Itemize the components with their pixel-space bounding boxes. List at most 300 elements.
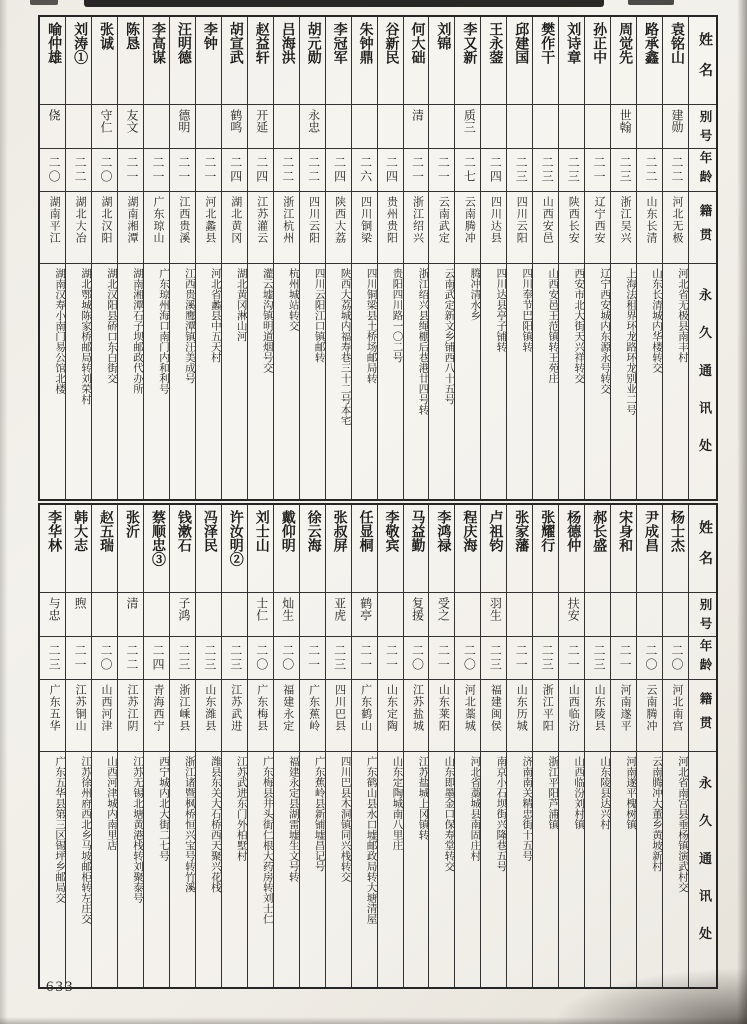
directory-entry-column: [91, 17, 117, 499]
person-address: 山东长清城内华楼转交: [651, 268, 663, 373]
person-native-place: 江苏铜山: [66, 680, 91, 752]
directory-entry-column: [195, 17, 221, 499]
person-age: 二一: [585, 149, 610, 192]
person-age: 二四: [378, 149, 403, 192]
directory-entry-column: [117, 17, 143, 499]
person-name: 张诚: [92, 17, 117, 105]
person-native-place: 浙江嵊县: [170, 680, 195, 752]
person-age: 二〇: [92, 637, 117, 680]
person-age: 二三: [222, 637, 247, 680]
person-age: 二一: [66, 637, 91, 680]
person-age: 二一: [118, 149, 143, 192]
person-alias: 羽生: [481, 593, 506, 637]
person-native-place: 河北南宫: [663, 680, 688, 752]
directory-entry-column: [454, 17, 480, 499]
directory-table-top: [38, 15, 718, 501]
person-address: 浙江平阳芦浦镇: [547, 756, 559, 830]
person-native-place: 山西安邑: [533, 192, 558, 264]
person-age: 二三: [585, 637, 610, 680]
person-alias: 灿生: [274, 593, 299, 637]
scan-shade-right-edge: [737, 0, 747, 1024]
person-native-place: 浙江平阳: [533, 680, 558, 752]
person-address: 江苏武进东门外柏墅村: [235, 756, 247, 861]
person-address: 四川巴县木洞镇同兴栈转交: [339, 756, 351, 882]
person-alias: 德明: [170, 105, 195, 149]
person-age: 二三: [196, 637, 221, 680]
person-name: 李鸿禄: [429, 505, 454, 593]
person-native-place: 浙江绍兴: [404, 192, 429, 264]
person-name: 尹成昌: [637, 505, 662, 593]
person-age: 二四: [326, 149, 351, 192]
person-name: 袁铭山: [663, 17, 688, 105]
person-native-place: 山东陵县: [585, 680, 610, 752]
person-native-place: 湖北汉阳: [92, 192, 117, 264]
entries-bottom: [40, 505, 688, 987]
person-age: 二〇: [637, 637, 662, 680]
person-age: 二〇: [248, 637, 273, 680]
person-name: 周觉先: [611, 17, 636, 105]
directory-table-bottom: [38, 503, 718, 989]
person-alias: 子鸿: [170, 593, 195, 637]
person-address: 河北省南宫县垂杨镇演武村交: [677, 756, 688, 893]
scan-smudge-top-right: [628, 0, 674, 5]
directory-entry-column: [247, 17, 273, 499]
person-address: 西安市北大街天兴祥转交: [573, 268, 585, 384]
person-alias: [585, 593, 610, 637]
person-age: 二一: [352, 637, 377, 680]
person-alias: 建勋: [663, 105, 688, 149]
person-native-place: 陕西长安: [559, 192, 584, 264]
header-alias: 别号: [689, 105, 716, 149]
person-address: 浙江诸暨枫桥恒兴宝号转竹溪: [183, 756, 195, 893]
person-address: 腾冲清水乡: [469, 268, 481, 321]
directory-entry-column: [506, 505, 532, 987]
directory-entry-column: [299, 17, 325, 499]
person-name: 宋身和: [611, 505, 636, 593]
person-alias: 士仁: [248, 593, 273, 637]
person-name: 李敬宾: [378, 505, 403, 593]
person-address: 广东梅县井头街仁根大药房转刘士仁: [261, 756, 273, 924]
directory-entry-column: [662, 505, 688, 987]
header-native: 籍贯: [689, 192, 716, 264]
person-name: 卢祖钧: [481, 505, 506, 593]
directory-entry-column: [247, 505, 273, 987]
person-name: 刘士山: [248, 505, 273, 593]
person-age: 二四: [144, 637, 169, 680]
person-age: 二六: [352, 149, 377, 192]
person-address: 湖北汉阳县硚口东白街交: [106, 268, 118, 384]
person-alias: [144, 105, 169, 149]
person-name: 喻仲雄: [40, 17, 65, 105]
person-address: 福建永定县湖雷墟生文号转: [287, 756, 299, 882]
person-native-place: 湖南平江: [40, 192, 65, 264]
directory-entry-column: [221, 17, 247, 499]
person-native-place: 青海西宁: [144, 680, 169, 752]
person-native-place: 河南遂平: [611, 680, 636, 752]
person-address: 广东蕉岭县新铺墟昌记号: [313, 756, 325, 872]
person-native-place: 山西临汾: [559, 680, 584, 752]
person-address: 江西贵溪鹰潭镇汪美成号: [183, 268, 195, 384]
person-address: 灌云墟沟镇明道烟号交: [261, 268, 273, 373]
person-alias: 煦: [66, 593, 91, 637]
person-native-place: 江苏盐城: [404, 680, 429, 752]
directory-entry-column: [558, 505, 584, 987]
person-name: 马益勤: [404, 505, 429, 593]
person-native-place: 四川达县: [481, 192, 506, 264]
person-age: 二〇: [663, 637, 688, 680]
person-alias: [196, 593, 221, 637]
person-native-place: 山西河津: [92, 680, 117, 752]
person-address: 济南南关精忠街十五号: [521, 756, 533, 861]
person-native-place: 河北蠡县: [196, 192, 221, 264]
directory-entry-column: [351, 505, 377, 987]
person-name: 樊作干: [533, 17, 558, 105]
person-address: 潍县东关大石桥西天聚兴花栈: [209, 756, 221, 893]
person-address: 湖南湘潭石子坝邮政代办所: [131, 268, 143, 394]
person-address: 四川达县亭子铺转: [495, 268, 507, 352]
person-age: 二〇: [404, 637, 429, 680]
directory-entry-column: [351, 17, 377, 499]
person-age: 二三: [611, 149, 636, 192]
person-alias: [66, 105, 91, 149]
person-native-place: 广东梅县: [248, 680, 273, 752]
person-age: 二一: [196, 149, 221, 192]
person-name: 张耀行: [533, 505, 558, 593]
person-alias: [507, 593, 532, 637]
scan-smudge-top: [84, 0, 604, 7]
person-name: 胡元勋: [300, 17, 325, 105]
person-name: 汪明德: [170, 17, 195, 105]
person-address: 山西河津城内南里店: [106, 756, 118, 851]
person-name: 孙正中: [585, 17, 610, 105]
person-address: 南京小石坝街兴隆巷五号: [495, 756, 507, 872]
person-alias: 守仁: [92, 105, 117, 149]
person-name: 张叔屏: [326, 505, 351, 593]
person-address: 广东琼州海口南门内和利号: [157, 268, 169, 394]
person-age: 二四: [481, 149, 506, 192]
person-age: 二七: [455, 149, 480, 192]
directory-entry-column: [65, 17, 91, 499]
person-address: 四川奉节巴阳镇转: [521, 268, 533, 352]
person-age: 二一: [378, 637, 403, 680]
scan-smudge-top-left: [30, 0, 58, 5]
person-alias: [637, 593, 662, 637]
directory-entry-column: [428, 505, 454, 987]
person-native-place: 四川巴县: [326, 680, 351, 752]
person-name: 王永蓥: [481, 17, 506, 105]
person-alias: 亚虎: [326, 593, 351, 637]
person-alias: 鹤亭: [352, 593, 377, 637]
directory-entry-column: [377, 505, 403, 987]
directory-entry-column: [273, 505, 299, 987]
person-address: 湖北黄冈淋山河: [235, 268, 247, 342]
person-address: 山东定陶城南八里庄: [391, 756, 403, 851]
person-name: 张家藩: [507, 505, 532, 593]
person-name: 陈恳: [118, 17, 143, 105]
person-alias: 复援: [404, 593, 429, 637]
person-name: 刘诗章: [559, 17, 584, 105]
person-age: 二一: [611, 637, 636, 680]
person-name: 赵益轩: [248, 17, 273, 105]
directory-entry-column: [610, 505, 636, 987]
person-address: 陕西大荔城内福寿巷三十二号本宅: [339, 268, 351, 426]
directory-entry-column: [584, 17, 610, 499]
person-native-place: 福建闽侯: [481, 680, 506, 752]
person-age: 二一: [559, 637, 584, 680]
directory-entry-column: [325, 17, 351, 499]
person-native-place: 云南武定: [429, 192, 454, 264]
person-name: 张沂: [118, 505, 143, 593]
person-age: 二一: [429, 637, 454, 680]
person-age: 二三: [533, 149, 558, 192]
person-native-place: 山东潍县: [196, 680, 221, 752]
person-age: 二〇: [40, 149, 65, 192]
person-alias: [326, 105, 351, 149]
directory-entry-column: [610, 17, 636, 499]
person-alias: 与忠: [40, 593, 65, 637]
person-native-place: 江苏武进: [222, 680, 247, 752]
person-age: 二一: [300, 637, 325, 680]
person-native-place: 山东定陶: [378, 680, 403, 752]
person-name: 朱钟鼎: [352, 17, 377, 105]
person-name: 李又新: [455, 17, 480, 105]
person-name: 杨德仲: [559, 505, 584, 593]
person-native-place: 河北无极: [663, 192, 688, 264]
person-age: 二一: [170, 149, 195, 192]
person-age: 二三: [533, 637, 558, 680]
directory-entry-column: [143, 505, 169, 987]
directory-entry-column: [65, 505, 91, 987]
person-name: 冯泽民: [196, 505, 221, 593]
person-name: 邱建国: [507, 17, 532, 105]
person-native-place: 云南腾冲: [637, 680, 662, 752]
directory-entry-column: [558, 17, 584, 499]
person-alias: [196, 105, 221, 149]
directory-entry-column: [273, 17, 299, 499]
directory-entry-column: [325, 505, 351, 987]
person-native-place: 陕西大荔: [326, 192, 351, 264]
person-alias: [274, 105, 299, 149]
person-name: 何大础: [404, 17, 429, 105]
scan-shade-left-edge: [0, 0, 8, 1024]
person-age: 二三: [170, 637, 195, 680]
person-native-place: 浙江杭州: [274, 192, 299, 264]
person-alias: [378, 105, 403, 149]
person-alias: 扶安: [559, 593, 584, 637]
person-native-place: 江西贵溪: [170, 192, 195, 264]
person-alias: 清: [404, 105, 429, 149]
person-address: 广东五华县第三区锡坪乡邮局交: [54, 756, 66, 903]
directory-entry-column: [403, 17, 429, 499]
person-alias: [533, 105, 558, 149]
directory-entry-column: [532, 17, 558, 499]
directory-entry-column: [143, 17, 169, 499]
person-address: 贵阳四川路一〇二号: [391, 268, 403, 363]
directory-entry-column: [40, 505, 65, 987]
person-alias: 友文: [118, 105, 143, 149]
directory-entry-column: [40, 17, 65, 499]
person-address: 云南武定新文乡铺西八十五号: [443, 268, 455, 405]
directory-entry-column: [636, 17, 662, 499]
person-alias: 鹤鸣: [222, 105, 247, 149]
person-age: 二二: [300, 149, 325, 192]
person-age: 二三: [40, 637, 65, 680]
directory-entry-column: [428, 17, 454, 499]
person-age: 二四: [248, 149, 273, 192]
person-age: 二一: [404, 149, 429, 192]
directory-entry-column: [403, 505, 429, 987]
directory-entry-column: [532, 505, 558, 987]
person-alias: [429, 105, 454, 149]
person-age: 二三: [507, 149, 532, 192]
person-address: 山东陵县达兴村: [599, 756, 611, 830]
directory-entry-column: [377, 17, 403, 499]
header-native: 籍贯: [689, 680, 716, 752]
person-address: 四川铜梁县土桥场邮局转: [365, 268, 377, 384]
person-age: 二〇: [455, 637, 480, 680]
person-address: 上海法租界环龙路环龙别业二号: [625, 268, 637, 415]
person-alias: [378, 593, 403, 637]
directory-entry-column: [195, 505, 221, 987]
person-address: 河北省藁城县南固庄村: [469, 756, 481, 861]
person-alias: [611, 593, 636, 637]
header-age: 年龄: [689, 149, 716, 192]
person-native-place: 广东鹤山: [352, 680, 377, 752]
person-native-place: 福建永定: [274, 680, 299, 752]
person-address: 广东鹤山县水口墟邮政局转大塘清屋: [365, 756, 377, 924]
table-header-column-top: [688, 17, 716, 499]
person-address: 西宁城内北大街二七号: [157, 756, 169, 861]
directory-entry-column: [480, 505, 506, 987]
person-address: 山东即墨金口保寿堂转交: [443, 756, 455, 872]
person-age: 二二: [274, 149, 299, 192]
person-native-place: 山东长清: [637, 192, 662, 264]
person-age: 二一: [507, 637, 532, 680]
person-native-place: 湖北大冶: [66, 192, 91, 264]
header-alias: 别号: [689, 593, 716, 637]
header-name: 姓名: [689, 17, 716, 105]
person-age: 二〇: [274, 637, 299, 680]
directory-entry-column: [91, 505, 117, 987]
person-name: 李高谋: [144, 17, 169, 105]
person-address: 江苏徐州府西北乡马坡邮柜转左庄交: [80, 756, 92, 924]
person-native-place: 四川云阳: [507, 192, 532, 264]
header-name: 姓名: [689, 505, 716, 593]
directory-entry-column: [662, 17, 688, 499]
person-alias: [507, 105, 532, 149]
person-name: 刘涛①: [66, 17, 91, 105]
person-alias: [481, 105, 506, 149]
person-name: 李钟: [196, 17, 221, 105]
person-address: 江苏无锡北塘黄港栈转刘聚泰号: [131, 756, 143, 903]
person-address: 山西安邑王范镇转王苑庄: [547, 268, 559, 384]
person-native-place: 广东琼山: [144, 192, 169, 264]
person-native-place: 浙江吴兴: [611, 192, 636, 264]
directory-entry-column: [454, 505, 480, 987]
person-address: 四川云阳江口镇邮转: [313, 268, 325, 363]
person-age: 二二: [118, 637, 143, 680]
directory-entry-column: [221, 505, 247, 987]
person-alias: [92, 593, 117, 637]
header-age: 年龄: [689, 637, 716, 680]
person-name: 赵五瑞: [92, 505, 117, 593]
person-age: 二二: [66, 149, 91, 192]
person-age: 二三: [559, 149, 584, 192]
person-name: 路承鑫: [637, 17, 662, 105]
person-alias: 永忠: [300, 105, 325, 149]
person-address: 江苏盐城上冈镇转: [417, 756, 429, 840]
directory-entry-column: [117, 505, 143, 987]
person-age: 二三: [326, 637, 351, 680]
entries-top: [40, 17, 688, 499]
person-address: 河北省蠡县中五天村: [209, 268, 221, 363]
page-number: 633: [46, 979, 75, 995]
person-alias: [455, 593, 480, 637]
person-native-place: 广东蕉岭: [300, 680, 325, 752]
person-native-place: 辽宁西安: [585, 192, 610, 264]
directory-entry-column: [506, 17, 532, 499]
person-name: 胡宣武: [222, 17, 247, 105]
person-native-place: 河北藁城: [455, 680, 480, 752]
directory-entry-column: [169, 17, 195, 499]
person-alias: [144, 593, 169, 637]
person-name: 韩大志: [66, 505, 91, 593]
person-name: 程庆海: [455, 505, 480, 593]
person-address: 杭州城站转交: [287, 268, 299, 331]
header-address: 永久通讯处: [697, 287, 712, 477]
directory-entry-column: [299, 505, 325, 987]
person-native-place: 广东五华: [40, 680, 65, 752]
directory-entry-column: [584, 505, 610, 987]
person-address: 河南遂平槐树镇: [625, 756, 637, 830]
person-name: 李华林: [40, 505, 65, 593]
directory-entry-column: [480, 17, 506, 499]
person-alias: [352, 105, 377, 149]
person-address: 山西临汾刘村镇: [573, 756, 585, 830]
person-name: 徐云海: [300, 505, 325, 593]
person-name: 戴仰明: [274, 505, 299, 593]
person-name: 许汝明②: [222, 505, 247, 593]
person-native-place: 四川云阳: [300, 192, 325, 264]
person-native-place: 江苏灌云: [248, 192, 273, 264]
person-name: 任显桐: [352, 505, 377, 593]
person-native-place: 山东历城: [507, 680, 532, 752]
person-age: 二二: [637, 149, 662, 192]
person-alias: [637, 105, 662, 149]
person-age: 二三: [481, 637, 506, 680]
person-name: 刘锦: [429, 17, 454, 105]
person-name: 李冠军: [326, 17, 351, 105]
scan-shade-bottom-edge: [0, 1017, 747, 1024]
person-address: 湖南汉寿小南门易公馆北楼: [54, 268, 66, 394]
person-name: 吕海洪: [274, 17, 299, 105]
person-alias: 开延: [248, 105, 273, 149]
person-name: 钱漱石: [170, 505, 195, 593]
person-alias: [663, 593, 688, 637]
person-alias: 清: [118, 593, 143, 637]
person-address: 河北省无极县南丰村: [677, 268, 688, 363]
header-address: 永久通讯处: [697, 775, 712, 965]
person-name: 谷新民: [378, 17, 403, 105]
person-address: 湖北鄂城陈家桥邮局转刘荣村: [80, 268, 92, 405]
person-address: 云南腾冲大董乡黄坡新村: [651, 756, 663, 872]
person-name: 杨士杰: [663, 505, 688, 593]
person-native-place: 云南腾冲: [455, 192, 480, 264]
person-alias: [585, 105, 610, 149]
person-native-place: 四川铜梁: [352, 192, 377, 264]
person-name: 郝长盛: [585, 505, 610, 593]
person-alias: 侥: [40, 105, 65, 149]
